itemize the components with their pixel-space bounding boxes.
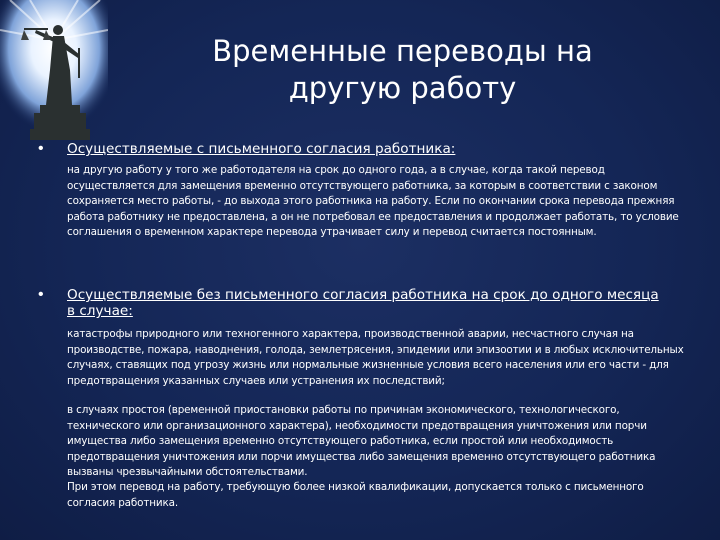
- section-paragraph: в случаях простоя (временной приостановки работы по причинам экономического, технологического, технического или организационного характера), необходимости предотвращения уничтожения или порчи имущества либо замещения временно отсутствующего работника, если простой или необходимость предотвращения уничтожения или порчи имущества либо замещения временно отсутствующего работника вызваны чрезвычайными обстоятельствами.: [67, 404, 656, 478]
- section-heading-without-consent: Осуществляемые без письменного согласия работника на срок до одного месяца в случае:: [67, 287, 659, 319]
- bullet-marker: •: [38, 140, 44, 157]
- section-paragraph: При этом перевод на работу, требующую более низкой квалификации, допускается только с письменного согласия работника.: [67, 481, 644, 509]
- section-paragraph: катастрофы природного или техногенного характера, производственной аварии, несчастного случая на производстве, пожара, наводнения, голода, землетрясения, эпидемии или эпизоотии и в любых исключительных случаях, ставящих под угрозу жизнь или нормальные жизненные условия всего населения или его части - для предотвращения указанных случаев или устранения их последствий;: [67, 328, 684, 387]
- slide-title: Временные переводы на другую работу: [212, 34, 593, 105]
- section-heading-with-consent: Осуществляемые с письменного согласия работника:: [67, 141, 456, 157]
- themis-statue-icon: [0, 0, 108, 140]
- bullet-marker: •: [38, 286, 44, 303]
- section-paragraph: на другую работу у того же работодателя на срок до одного года, а в случае, когда такой перевод осуществляется для замещения временно отсутствующего работника, за которым в соответствии с законом сохраняется место работы, - до выхода этого работника на работу. Если по окончании срока перевода прежняя работа работнику не предоставлена, а он не потребовал ее предоставления и продолжает работать, то условие соглашения о временном характере перевода утрачивает силу и перевод считается постоянным.: [67, 164, 679, 238]
